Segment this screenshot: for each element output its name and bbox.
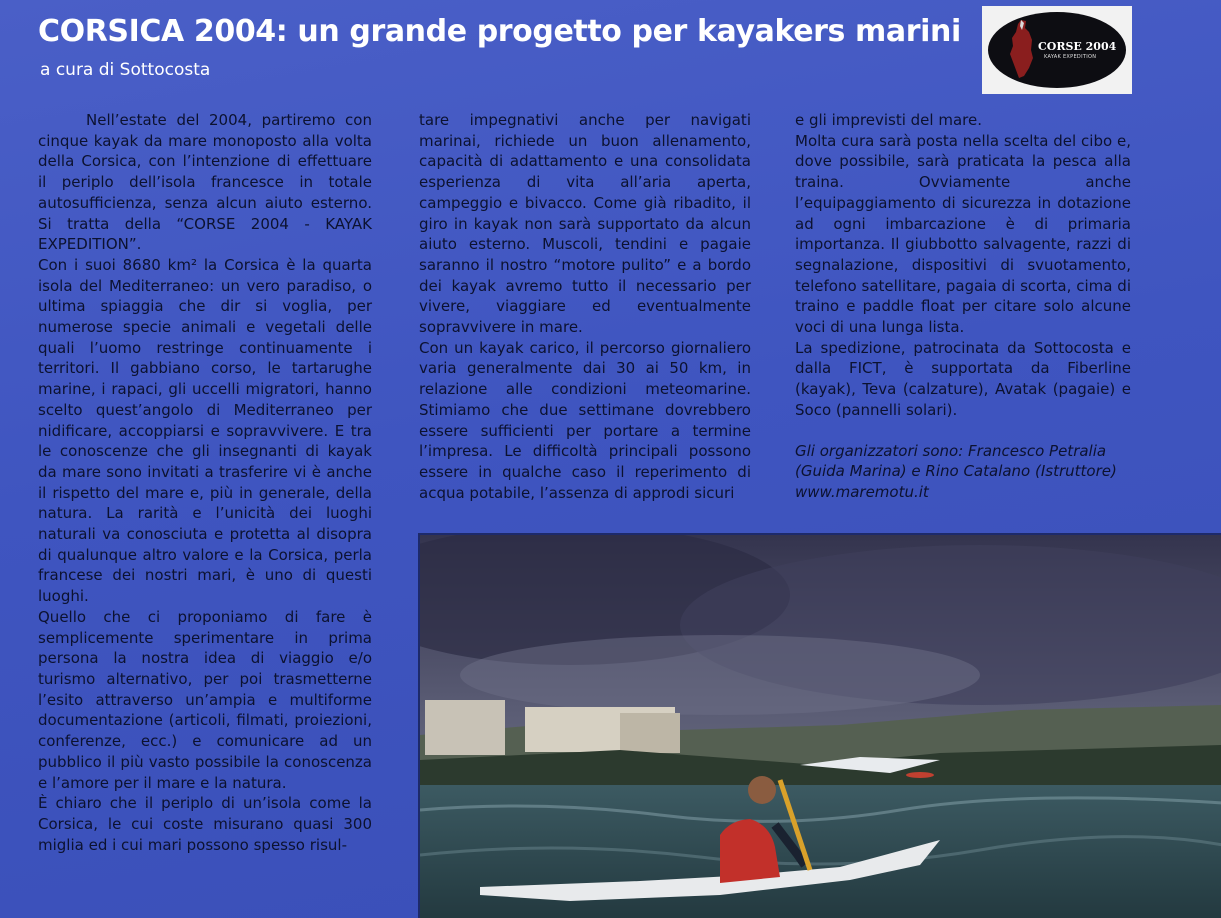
paragraph: Con un kayak carico, il percorso giornaliero varia generalmente dai 30 ai 50 km, in relazione alle condizioni meteomarine. Stimiamo che due settimane dovrebbero essere sufficienti per portare a termine l’impresa. Le difficoltà principali possono essere in qualche caso il reperimento di acqua potabile, l’assenza di approdi sicuri: [419, 338, 751, 502]
logo-main-text: CORSE 2004: [1038, 40, 1117, 53]
paragraph: e gli imprevisti del mare.: [795, 111, 982, 129]
corsica-island-icon: [1007, 18, 1037, 80]
paragraph: Molta cura sarà posta nella scelta del cibo e, dove possibile, sarà praticata la pesca alla traina. Ovviamente anche l’equipaggiamento di sicurezza in dotazione ad ogni imbarcazione è di primaria importanza. Il giubbotto salvagente, razzi di segnalazione, dispositivi di svuotamento, telefono satellitare, pagaia di scorta, cima di traino e paddle float per citare solo alcune voci di una lunga lista.: [795, 131, 1131, 337]
article-title: CORSICA 2004: un grande progetto per kayakers marini: [38, 14, 961, 49]
paragraph: La spedizione, patrocinata da Sottocosta e dalla FICT, è supportata da Fiberline (kayak), Teva (calzature), Avatak (pagaie) e Soco (pannelli solari).: [795, 338, 1131, 419]
article-column-3: [795, 110, 1131, 503]
logo-sub-text: KAYAK EXPEDITION: [1044, 54, 1097, 60]
article-column-1: [38, 110, 372, 855]
paragraph: Con i suoi 8680 km² la Corsica è la quarta isola del Mediterraneo: un vero paradiso, o ultima spiaggia che dir si voglia, per numerose specie animali e vegetali delle quali l’uomo restringe continuamente i territori. Il gabbiano corso, le tartarughe marine, i rapaci, gli uccelli migratori, hanno scelto quest’angolo di Mediterraneo per nidificare, accoppiarsi e sopravvivere. E tra le conoscenze che gli insegnanti di kayak da mare sono invitati a trasferire vi è anche il rispetto del mare e, più in generale, della natura. La rarità e l’unicità dei luoghi naturali va conosciuta e protetta al disopra di qualunque altro valore e la Corsica, perla francese dei nostri mari, è uno di questi luoghi.: [38, 255, 372, 606]
paragraph: Nell’estate del 2004, partiremo con cinque kayak da mare monoposto alla volta della Corsica, con l’intenzione di effettuare il periplo dell’isola francesce in totale autosufficienza, senza alcun aiuto esterno. Si tratta della “CORSE 2004 - KAYAK EXPEDITION”.: [38, 111, 372, 254]
paragraph: Quello che ci proponiamo di fare è semplicemente sperimentare in prima persona la nostra idea di viaggio e/o turismo alternativo, per poi trasmetterne l’esito attraverso un’ampia e multiforme documentazione (articoli, filmati, proiezioni, conferenze, ecc.) e comunicare ad un pubblico il più vasto possibile la conoscenza e l’amore per il mare e la natura.: [38, 607, 372, 792]
article-column-2: [419, 110, 751, 503]
kayaker-photo: [418, 533, 1221, 918]
expedition-logo: [982, 6, 1132, 94]
paragraph: È chiaro che il periplo di un’isola come la Corsica, le cui coste misurano quasi 300 miglia ed i cui mari possono spesso risul-: [38, 794, 372, 854]
organizers-credit: Gli organizzatori sono: Francesco Petralia (Guida Marina) e Rino Catalano (Istruttore) www.maremotu.it: [795, 441, 1117, 501]
article-byline: a cura di Sottocosta: [40, 60, 211, 80]
paragraph: tare impegnativi anche per navigati marinai, richiede un buon allenamento, capacità di adattamento e una consolidata esperienza di vita all’aria aperta, campeggio e bivacco. Come già ribadito, il giro in kayak non sarà supportato da alcun aiuto esterno. Muscoli, tendini e pagaie saranno il nostro “motore pulito” e a bordo dei kayak avremo tutto il necessario per vivere, viaggiare ed eventualmente sopravvivere in mare.: [419, 111, 751, 337]
